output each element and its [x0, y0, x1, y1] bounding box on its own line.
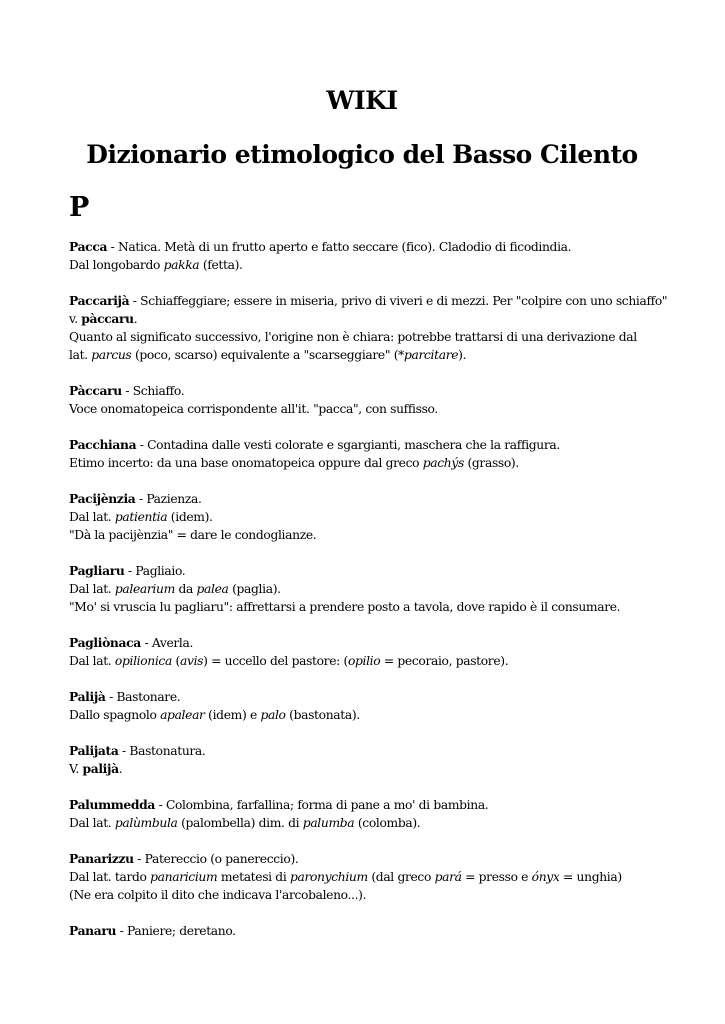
- etymology-word: palumba: [302, 816, 355, 830]
- entry-definition: - Schiaffeggiare; essere in miseria, privo di viveri e di mezzi. Per "colpire con uno schiaffo": [129, 294, 668, 308]
- entry-paglionaca: [69, 634, 669, 670]
- entry-term: Palijata: [69, 743, 119, 758]
- etymology-text: = presso e: [461, 870, 532, 884]
- entry-definition: - Contadina dalle vesti colorate e sgargianti, maschera che la raffigura.: [136, 438, 560, 452]
- entry-etymology: [69, 868, 669, 886]
- section-letter: P: [69, 192, 90, 223]
- etymology-text: Dal lat.: [69, 510, 115, 524]
- document-title: WIKI: [326, 86, 398, 115]
- etymology-text: ).: [458, 348, 467, 362]
- etymology-text: lat.: [69, 348, 92, 362]
- crossref-text: .: [118, 762, 123, 776]
- entry-etymology: [69, 814, 669, 832]
- entry-paccarija: [69, 292, 669, 364]
- entry-definition: - Natica. Metà di un frutto aperto e fatto seccare (fico). Cladodio di ficodindia.: [107, 240, 572, 254]
- etymology-text: Dal lat.: [69, 582, 115, 596]
- etymology-word: ónyx: [531, 870, 560, 884]
- entry-definition: - Schiaffo.: [121, 384, 185, 398]
- etymology-word: avis: [179, 654, 204, 668]
- etymology-word: pakka: [163, 258, 200, 272]
- etymology-text: (bastonata).: [285, 708, 360, 722]
- entry-paccaru: [69, 382, 669, 418]
- entry-panaru: [69, 922, 669, 940]
- entry-line: [69, 922, 669, 940]
- entry-pacchiana: [69, 436, 669, 472]
- crossref-text: .: [133, 312, 138, 326]
- entry-term: Paccarijà: [69, 293, 130, 308]
- etymology-word: parcitare: [403, 348, 459, 362]
- etymology-word: panaricium: [150, 870, 218, 884]
- etymology-text: da: [174, 582, 197, 596]
- entry-crossref: [69, 310, 669, 328]
- entry-definition: - Pazienza.: [135, 492, 202, 506]
- entry-line: [69, 796, 669, 814]
- entry-etymology: [69, 508, 669, 526]
- etymology-word: pará: [434, 870, 462, 884]
- etymology-text: (dal greco: [367, 870, 435, 884]
- entry-definition: - Pagliaio.: [124, 564, 186, 578]
- entry-etymology: [69, 580, 669, 598]
- etymology-text: Dal longobardo: [69, 258, 164, 272]
- entry-line: [69, 562, 669, 580]
- etymology-text: Dallo spagnolo: [69, 708, 161, 722]
- entry-pacca: [69, 238, 669, 274]
- etymology-text: (poco, scarso) equivalente a "scarseggiare" (*: [131, 348, 404, 362]
- etymology-word: palearium: [114, 582, 175, 596]
- entry-note: Quanto al significato successivo, l'origine non è chiara: potrebbe trattarsi di una derivazione dal: [69, 330, 637, 344]
- etymology-text: = pecoraio, pastore).: [380, 654, 509, 668]
- entry-line: [69, 742, 669, 760]
- entry-panarizzu: [69, 850, 669, 904]
- entry-palija: [69, 688, 669, 724]
- etymology-text: (fetta).: [199, 258, 243, 272]
- entry-term: Pagliaru: [69, 563, 125, 578]
- entry-definition: - Paniere; deretano.: [116, 924, 236, 938]
- etymology-word: palea: [196, 582, 229, 596]
- entry-term: Pàccaru: [69, 383, 122, 398]
- entry-etymology: [69, 256, 669, 274]
- entry-note: "Mo' si vruscia lu pagliaru": affrettarsi a prendere posto a tavola, dove rapido è il consumare.: [69, 600, 621, 614]
- etymology-word: palo: [260, 708, 286, 722]
- crossref-term: pàccaru: [81, 311, 134, 326]
- etymology-text: (palombella) dim. di: [177, 816, 303, 830]
- entry-term: Palummedda: [69, 797, 156, 812]
- etymology-text: (colomba).: [354, 816, 421, 830]
- etymology-word: apalear: [160, 708, 205, 722]
- crossref-text: V.: [69, 762, 83, 776]
- etymology-text: Dal lat.: [69, 654, 115, 668]
- etymology-text: ) = uccello del pastore: (: [203, 654, 348, 668]
- etymology-word: palùmbula: [114, 816, 178, 830]
- etymology-text: metatesi di: [217, 870, 290, 884]
- entry-etymology: [69, 454, 669, 472]
- entry-etymology: [69, 706, 669, 724]
- entry-line: [69, 436, 669, 454]
- etymology-text: = unghia): [559, 870, 622, 884]
- entry-definition: - Averla.: [140, 636, 194, 650]
- entry-palummedda: [69, 796, 669, 832]
- entry-list: [69, 238, 669, 958]
- entry-etymology: Voce onomatopeica corrispondente all'it. "pacca", con suffisso.: [69, 402, 438, 416]
- entry-definition: - Bastonare.: [105, 690, 181, 704]
- etymology-word: pachýs: [422, 456, 464, 470]
- etymology-word: opilio: [347, 654, 381, 668]
- entry-pagliaru: [69, 562, 669, 616]
- etymology-word: paronychium: [289, 870, 368, 884]
- etymology-text: Etimo incerto: da una base onomatopeica oppure dal greco: [69, 456, 423, 470]
- entry-line: [69, 850, 669, 868]
- etymology-word: patientia: [114, 510, 168, 524]
- entry-line: [69, 688, 669, 706]
- etymology-word: opilionica: [114, 654, 172, 668]
- etymology-text: (grasso).: [463, 456, 519, 470]
- entry-line: [69, 634, 669, 652]
- crossref-term: palijà: [82, 761, 119, 776]
- etymology-word: parcus: [91, 348, 132, 362]
- entry-term: Panaru: [69, 923, 117, 938]
- etymology-text: Dal lat. tardo: [69, 870, 151, 884]
- entry-term: Palijà: [69, 689, 106, 704]
- entry-term: Pagliònaca: [69, 635, 141, 650]
- entry-term: Pacijènzia: [69, 491, 136, 506]
- entry-term: Pacca: [69, 239, 108, 254]
- entry-definition: - Colombina, farfallina; forma di pane a mo' di bambina.: [155, 798, 489, 812]
- entry-note: (Ne era colpito il dito che indicava l'arcobaleno...).: [69, 888, 367, 902]
- etymology-text: (paglia).: [228, 582, 281, 596]
- etymology-text: Dal lat.: [69, 816, 115, 830]
- document-subtitle: Dizionario etimologico del Basso Cilento: [86, 140, 638, 169]
- entry-note: "Dà la pacijènzia" = dare le condoglianze.: [69, 528, 317, 542]
- entry-pacijenzia: [69, 490, 669, 544]
- entry-term: Panarizzu: [69, 851, 134, 866]
- entry-etymology: [69, 652, 669, 670]
- etymology-text: (: [171, 654, 180, 668]
- crossref-text: v.: [69, 312, 82, 326]
- entry-line: [69, 382, 669, 400]
- entry-line: [69, 238, 669, 256]
- entry-etymology: [69, 346, 669, 364]
- entry-line: [69, 292, 669, 310]
- entry-line: [69, 490, 669, 508]
- entry-term: Pacchiana: [69, 437, 137, 452]
- entry-definition: - Patereccio (o panereccio).: [133, 852, 299, 866]
- etymology-text: (idem) e: [204, 708, 261, 722]
- etymology-text: (idem).: [167, 510, 213, 524]
- entry-palijata: [69, 742, 669, 778]
- entry-crossref: [69, 760, 669, 778]
- entry-definition: - Bastonatura.: [118, 744, 206, 758]
